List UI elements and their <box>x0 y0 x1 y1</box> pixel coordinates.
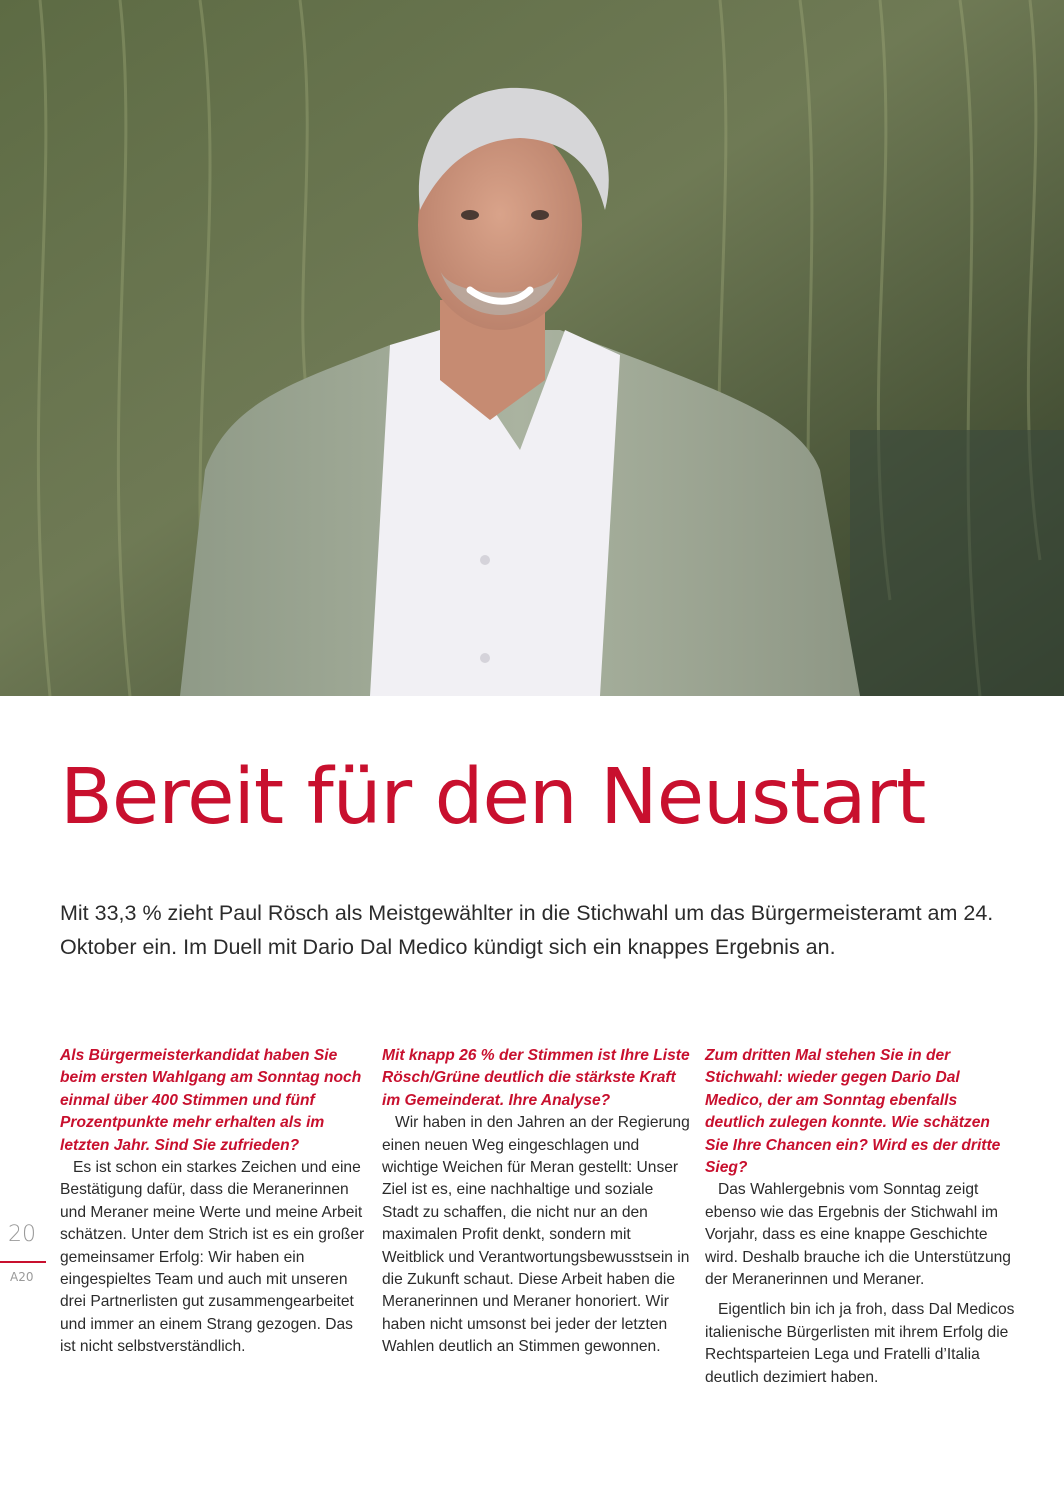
hero-photo <box>0 0 1064 696</box>
interview-answer: Eigentlich bin ich ja froh, dass Dal Medicos italienische Bürgerlisten mit ihrem Erfolg die Rechtsparteien Lega und Fratelli d’Italia deutlich dezimiert haben. <box>705 1301 1015 1386</box>
interview-column-2 <box>382 1045 692 1359</box>
interview-answer: Es ist schon ein starkes Zeichen und eine Bestätigung dafür, dass die Meranerinnen und Meraner meine Werte und meine Arbeit schätzen. Unter dem Strich ist es ein großer gemeinsamer Erfolg: Wir haben ein eingespieltes Team und auch mit unseren drei Partnerlisten gut zusammengearbeitet und immer an einem Strang gezogen. Das ist nicht selbstverständlich. <box>60 1159 365 1356</box>
headline: Bereit für den Neustart <box>60 753 926 842</box>
page-number-rule <box>0 1261 46 1263</box>
interview-answer: Das Wahlergebnis vom Sonntag zeigt ebenso wie das Ergebnis der Stichwahl im Vorjahr, dass es eine knappe Geschichte wird. Deshalb brauche ich die Unterstützung der Meranerinnen und Meraner. <box>705 1181 1011 1289</box>
page-code: A20 <box>10 1270 34 1284</box>
interview-column-3 <box>705 1045 1015 1389</box>
interview-question: Mit knapp 26 % der Stimmen ist Ihre Liste Rösch/Grüne deutlich die stärkste Kraft im Gemeinderat. Ihre Analyse? <box>382 1047 690 1109</box>
interview-answer: Wir haben in den Jahren an der Regierung einen neuen Weg eingeschlagen und wichtige Weichen für Meran gestellt: Unser Ziel ist es, eine nachhaltige und soziale Stadt zu schaffen, die nicht nur an den maximalen Profit denkt, sondern mit Weitblick und Verantwortungsbewusstsein in die Zukunft schaut. Diese Arbeit haben die Meranerinnen und Meraner honoriert. Wir haben nicht umsonst bei jeder der letzten Wahlen deutlich an Stimmen gewonnen. <box>382 1114 690 1356</box>
interview-column-1 <box>60 1045 370 1359</box>
interview-question: Als Bürgermeisterkandidat haben Sie beim ersten Wahlgang am Sonntag noch einmal über 400 Stimmen und fünf Prozentpunkte mehr erhalten als im letzten Jahr. Sind Sie zufrieden? <box>60 1047 362 1154</box>
lead-paragraph: Mit 33,3 % zieht Paul Rösch als Meistgewählter in die Stichwahl um das Bürgermeisteramt am 24. Oktober ein. Im Duell mit Dario Dal Medico kündigt sich ein knappes Ergebnis an. <box>60 901 994 959</box>
portrait-image <box>0 0 1064 696</box>
interview-question: Zum dritten Mal stehen Sie in der Stichwahl: wieder gegen Dario Dal Medico, der am Sonntag ebenfalls deutlich zulegen konnte. Wie schätzen Sie Ihre Chancen ein? Wird es der dritte Sieg? <box>705 1047 1001 1177</box>
page-number: 20 <box>8 1222 36 1247</box>
